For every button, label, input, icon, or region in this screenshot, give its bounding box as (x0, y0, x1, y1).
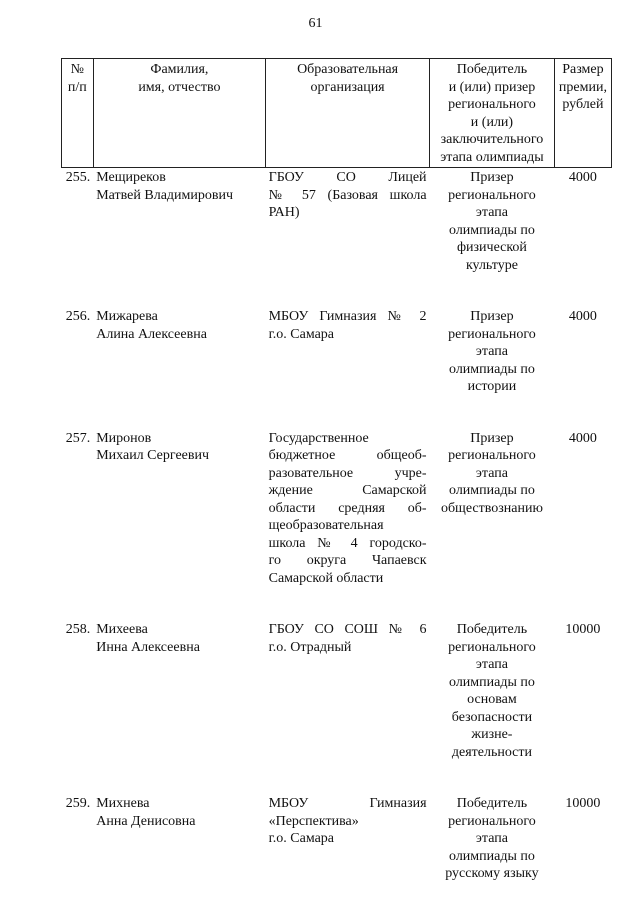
organization: МБОУ Гимназия «Перспектива» г.о. Самара (268, 796, 427, 846)
organization: ГБОУ СО Лицей № 57 (Базовая школа РАН) (268, 170, 427, 220)
header-number: № п/п (62, 59, 94, 168)
table-row (62, 168, 612, 309)
table-row (62, 430, 612, 622)
table-row (62, 621, 612, 795)
laureates-table (61, 58, 612, 917)
award: Победитель регионального этапа олимпиады по русскому языку (445, 796, 539, 881)
award: Призер регионального этапа олимпиады по обществознанию (440, 430, 543, 516)
prize-amount: 4000 (568, 170, 597, 185)
row-number: 257. (65, 430, 91, 446)
organization: Государственное бюджетное общеоб- разовательное учре- ждение Самарской области средняя об- щеобразовательная школа № 4 городско- го округа Чапаевск Самарской области (268, 430, 427, 586)
page-number: 61 (308, 16, 323, 31)
row-number: 255. (65, 170, 91, 185)
student-name: Михеева Инна Алексеевна (96, 622, 200, 655)
header-full-name: Фамилия, имя, отчество (93, 59, 265, 168)
header-prize-amount: Размер премии, рублей (554, 59, 611, 168)
row-number: 258. (65, 622, 91, 637)
student-name: Мижарева Алина Алексеевна (96, 309, 207, 342)
organization: ГБОУ СО СОШ № 6 г.о. Отрадный (268, 622, 427, 655)
organization: МБОУ Гимназия № 2 г.о. Самара (268, 309, 427, 342)
prize-amount: 10000 (565, 622, 601, 637)
header-award: Победитель и (или) призер регионального и (или) заключительного этапа олимпиады (430, 59, 555, 168)
header-organization: Образовательная организация (266, 59, 430, 168)
student-name: Михнева Анна Денисовна (96, 796, 196, 829)
award: Победитель регионального этапа олимпиады по основам безопасности жизне- деятельности (448, 622, 536, 760)
prize-amount: 4000 (568, 309, 597, 324)
student-name: Миронов Михаил Сергеевич (96, 430, 210, 463)
prize-amount: 4000 (568, 430, 597, 446)
row-number: 259. (65, 796, 91, 811)
prize-amount: 10000 (565, 796, 601, 811)
award: Призер регионального этапа олимпиады по истории (448, 309, 536, 394)
table-row (62, 795, 612, 917)
award: Призер регионального этапа олимпиады по физической культуре (448, 170, 536, 273)
table-row (62, 308, 612, 430)
student-name: Мещиреков Матвей Владимирович (96, 170, 234, 203)
table-header-row (62, 59, 612, 168)
row-number: 256. (65, 309, 91, 324)
